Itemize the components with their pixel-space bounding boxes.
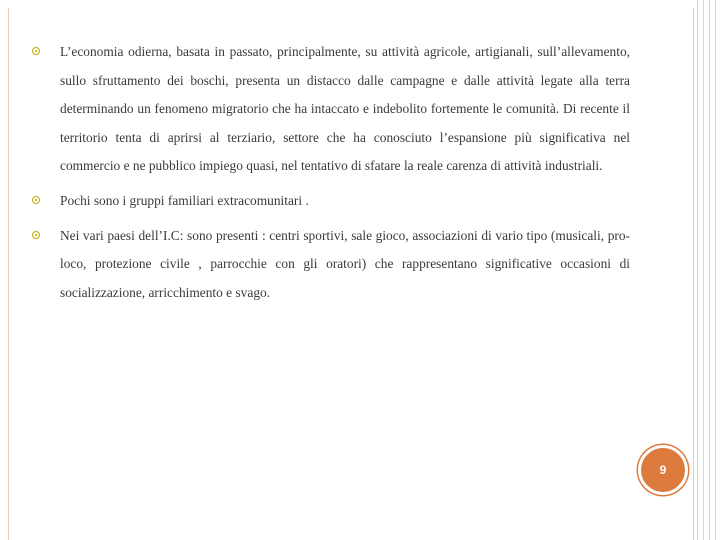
bullet-text: L’economia odierna, basata in passato, principalmente, su attività agricole, artigianali, sull’allevamento, sullo sfruttamento dei boschi, presenta un distacco dalle campagne e dalle attività legate alla terra determinando un fenomeno migratorio che ha intaccato e indebolito fortemente le comunità. Di recente il territorio tenta di aprirsi al terziario, settore che ha conosciuto l’espansione più significativa nel commercio e ne pubblico impiego quasi, nel tentativo di sfatare la reale carenza di attività industriali. (60, 44, 630, 174)
bullet-text: Pochi sono i gruppi familiari extracomunitari . (60, 192, 309, 208)
bullet-circle-icon (32, 47, 40, 55)
bullet-circle-icon (32, 196, 40, 204)
bullet-list (32, 38, 630, 313)
right-border-decoration (694, 0, 720, 540)
bullet-item-economy (32, 38, 630, 181)
page-number: 9 (659, 463, 667, 477)
bullet-circle-icon (32, 231, 40, 239)
bullet-item-services (32, 222, 630, 308)
bullet-text: Nei vari paesi dell’I.C: sono presenti : centri sportivi, sale gioco, associazioni di vario tipo (musicali, pro-loco, protezione civile , parrocchie con gli oratori) che rappresentano significative occasioni di socializzazione, arricchimento e svago. (60, 227, 630, 300)
bullet-item-families (32, 187, 630, 216)
page-number-badge (638, 445, 688, 495)
